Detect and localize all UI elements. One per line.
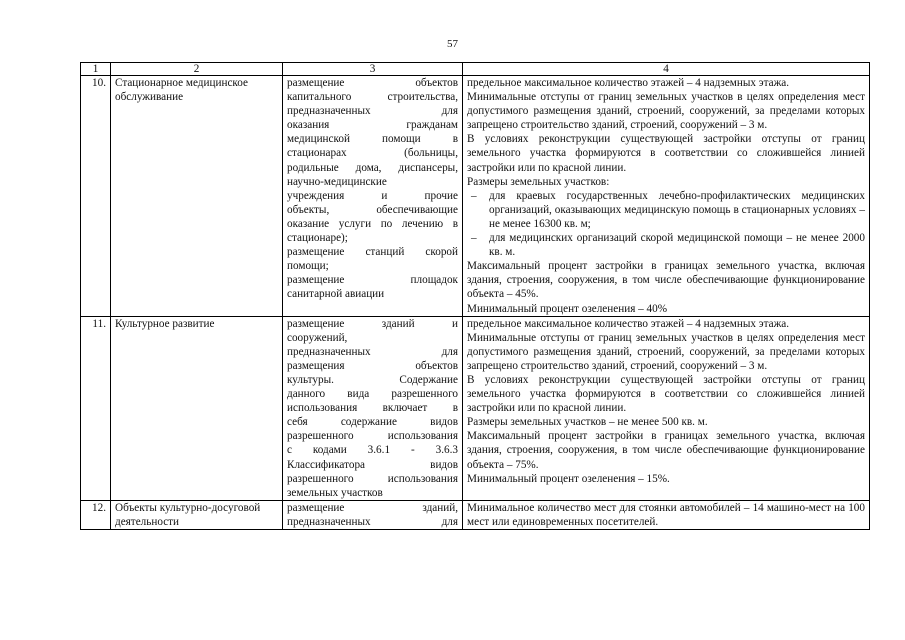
description-line: размещение станций скорой bbox=[287, 246, 458, 259]
table-row bbox=[81, 500, 870, 529]
description-line: стационарах (больницы, bbox=[287, 147, 458, 160]
land-use-parameters bbox=[463, 500, 870, 529]
column-number-4: 4 bbox=[463, 63, 870, 76]
description-line: предназначенных для bbox=[287, 105, 458, 118]
description-line: санитарной авиации bbox=[287, 288, 385, 301]
row-number: 12. bbox=[81, 500, 111, 529]
column-number-2: 2 bbox=[111, 63, 283, 76]
land-use-parameters bbox=[463, 76, 870, 317]
description-line: размещения объектов bbox=[287, 359, 458, 372]
table-row bbox=[81, 76, 870, 317]
description-line: учреждения и прочие bbox=[287, 189, 458, 202]
column-number-1: 1 bbox=[81, 63, 111, 76]
list-item: – для краевых государственных лечебно-профилактических медицинских организаций, оказывающих медицинскую помощь в стационарных условиях –не менее 16300 кв. м; bbox=[467, 189, 865, 231]
description-line: размещение зданий, bbox=[287, 501, 458, 514]
param-setbacks: Минимальные отступы от границ земельных участков в целях определения мест допустимого размещения зданий, строений, сооружений, за пределами которых запрещено строительство зданий, строений, сооружений – 3 м. bbox=[467, 331, 865, 372]
row-number: 11. bbox=[81, 316, 111, 500]
description-line: объекты, обеспечивающие bbox=[287, 203, 458, 216]
param-parking: Минимальное количество мест для стоянки автомобилей – 14 машино-мест на 100 мест или единовременных посетителей. bbox=[467, 501, 865, 528]
param-plot-sizes: Размеры земельных участков – не менее 500 кв. м. bbox=[467, 416, 708, 429]
description-line: культуры. Содержание bbox=[287, 373, 458, 386]
description-line: с кодами 3.6.1 - 3.6.3 bbox=[287, 444, 458, 457]
column-number-row bbox=[81, 63, 870, 76]
land-use-parameters bbox=[463, 316, 870, 500]
param-landscaping: Минимальный процент озеленения – 15%. bbox=[467, 472, 670, 485]
description-line: разрешенного использования bbox=[287, 472, 458, 485]
plot-size-list bbox=[467, 189, 865, 259]
land-use-description bbox=[283, 76, 463, 317]
description-line: стационаре); bbox=[287, 232, 348, 245]
table-row bbox=[81, 316, 870, 500]
description-line: оказание услуги по лечению в bbox=[287, 217, 458, 230]
param-building-coverage: Максимальный процент застройки в границах земельного участка, включая здания, строения, сооружения, в том числе обеспечивающие функционирование объекта – 75%. bbox=[467, 430, 865, 471]
param-setbacks: Минимальные отступы от границ земельных участков в целях определения мест допустимого размещения зданий, строений, сооружений, за пределами которых запрещено строительство зданий, строений, сооружений – 3 м. bbox=[467, 91, 865, 132]
description-line: данного вида разрешенного bbox=[287, 388, 458, 401]
description-line: размещение объектов bbox=[287, 77, 458, 89]
description-line: использования включает в bbox=[287, 402, 458, 415]
description-line: предназначенных для bbox=[287, 345, 458, 358]
description-line: сооружений, bbox=[287, 331, 348, 344]
description-line: родильные дома, диспансеры, bbox=[287, 161, 458, 174]
description-line: капитального строительства, bbox=[287, 91, 458, 104]
land-use-name: Объекты культурно-досуговой деятельности bbox=[111, 500, 283, 529]
param-reconstruction: В условиях реконструкции существующей застройки отступы от границ земельного участка формируются в соответствии со сложившейся линией застройки или по красной линии. bbox=[467, 133, 865, 174]
param-reconstruction: В условиях реконструкции существующей застройки отступы от границ земельного участка формируются в соответствии со сложившейся линией застройки или по красной линии. bbox=[467, 373, 865, 415]
land-use-description bbox=[283, 500, 463, 529]
param-building-coverage: Максимальный процент застройки в границах земельного участка, включая здания, строения, сооружения, в том числе обеспечивающие функционирование объекта – 45%. bbox=[467, 260, 865, 301]
description-line: оказания гражданам bbox=[287, 119, 458, 132]
description-line: медицинской помощи в bbox=[287, 133, 458, 146]
row-number: 10. bbox=[81, 76, 111, 317]
description-line: земельных участков bbox=[287, 486, 383, 499]
column-number-3: 3 bbox=[283, 63, 463, 76]
description-line: размещение зданий и bbox=[287, 317, 458, 330]
param-floors: предельное максимальное количество этажей – 4 надземных этажа. bbox=[467, 317, 790, 330]
description-line: Классификатора видов bbox=[287, 458, 458, 471]
description-line: размещение площадок bbox=[287, 274, 458, 287]
description-line: предназначенных для bbox=[287, 515, 458, 528]
param-landscaping: Минимальный процент озеленения – 40% bbox=[467, 302, 668, 315]
page-number: 57 bbox=[447, 38, 458, 50]
description-line: помощи; bbox=[287, 260, 329, 273]
list-item: – для медицинских организаций скорой медицинской помощи – не менее 2000 кв. м. bbox=[467, 231, 865, 259]
zoning-table bbox=[80, 62, 870, 530]
description-line: научно-медицинские bbox=[287, 175, 387, 188]
param-floors: предельное максимальное количество этажей – 4 надземных этажа. bbox=[467, 77, 790, 89]
param-plot-sizes: Размеры земельных участков: bbox=[467, 175, 610, 188]
description-line: себя содержание видов bbox=[287, 416, 458, 429]
land-use-name: Стационарное медицинское обслуживание bbox=[111, 76, 283, 317]
description-line: разрешенного использования bbox=[287, 430, 458, 443]
land-use-name: Культурное развитие bbox=[111, 316, 283, 500]
land-use-description bbox=[283, 316, 463, 500]
